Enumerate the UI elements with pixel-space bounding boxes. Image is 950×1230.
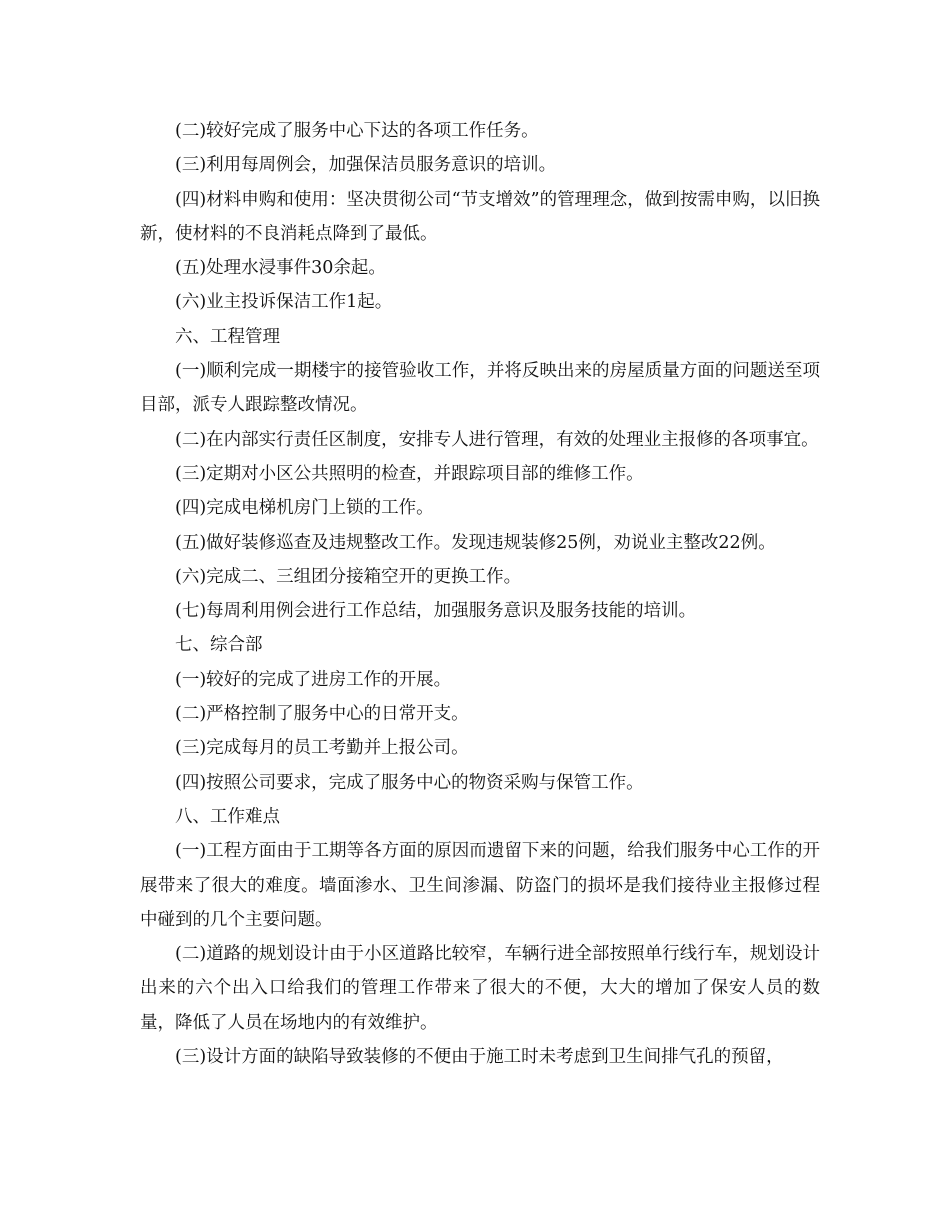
paragraph: (五)处理水浸事件30余起。: [175, 258, 386, 279]
paragraph: (二)道路的规划设计由于小区道路比较窄，车辆行进全部按照单行线行车，规划设计出来的六个出入口给我们的管理工作带来了很大的不便，大大的增加了保安人员的数量，降低了人员在场地内的有效维护。: [140, 944, 820, 1033]
paragraph: (四)材料申购和使用：坚决贯彻公司“节支增效”的管理理念，做到按需申购，以旧换新，使材料的不良消耗点降到了最低。: [140, 189, 820, 244]
paragraph: (一)工程方面由于工期等各方面的原因而遗留下来的问题，给我们服务中心工作的开展带来了很大的难度。墙面渗水、卫生间渗漏、防盗门的损坏是我们接待业主报修过程中碰到的几个主要问题。: [140, 841, 820, 930]
paragraph: (一)较好的完成了进房工作的开展。: [175, 669, 452, 690]
paragraph: (一)顺利完成一期楼宇的接管验收工作，并将反映出来的房屋质量方面的问题送至项目部，派专人跟踪整改情况。: [140, 361, 820, 416]
section-heading: 八、工作难点: [175, 806, 280, 827]
document-body: [140, 114, 820, 1074]
paragraph: (三)利用每周例会，加强保洁员服务意识的培训。: [175, 155, 557, 176]
paragraph: (六)业主投诉保洁工作1起。: [175, 292, 393, 313]
paragraph: (三)完成每月的员工考勤并上报公司。: [175, 738, 469, 759]
paragraph: (四)完成电梯机房门上锁的工作。: [175, 498, 434, 519]
paragraph: (二)严格控制了服务中心的日常开支。: [175, 704, 469, 725]
paragraph: (六)完成二、三组团分接箱空开的更换工作。: [175, 566, 522, 587]
paragraph: (五)做好装修巡查及违规整改工作。发现违规装修25例，劝说业主整改22例。: [175, 532, 776, 553]
paragraph: (二)较好完成了服务中心下达的各项工作任务。: [175, 121, 539, 141]
paragraph: (三)定期对小区公共照明的检查，并跟踪项目部的维修工作。: [175, 463, 644, 484]
section-heading: 六、工程管理: [175, 326, 280, 347]
section-heading: 七、综合部: [175, 635, 263, 656]
paragraph: (三)设计方面的缺陷导致装修的不便由于施工时未考虑到卫生间排气孔的预留，: [175, 1047, 784, 1068]
paragraph: (四)按照公司要求，完成了服务中心的物资采购与保管工作。: [175, 772, 644, 793]
paragraph: (七)每周利用例会进行工作总结，加强服务意识及服务技能的培训。: [175, 601, 697, 622]
paragraph: (二)在内部实行责任区制度，安排专人进行管理，有效的处理业主报修的各项事宜。: [175, 429, 819, 450]
